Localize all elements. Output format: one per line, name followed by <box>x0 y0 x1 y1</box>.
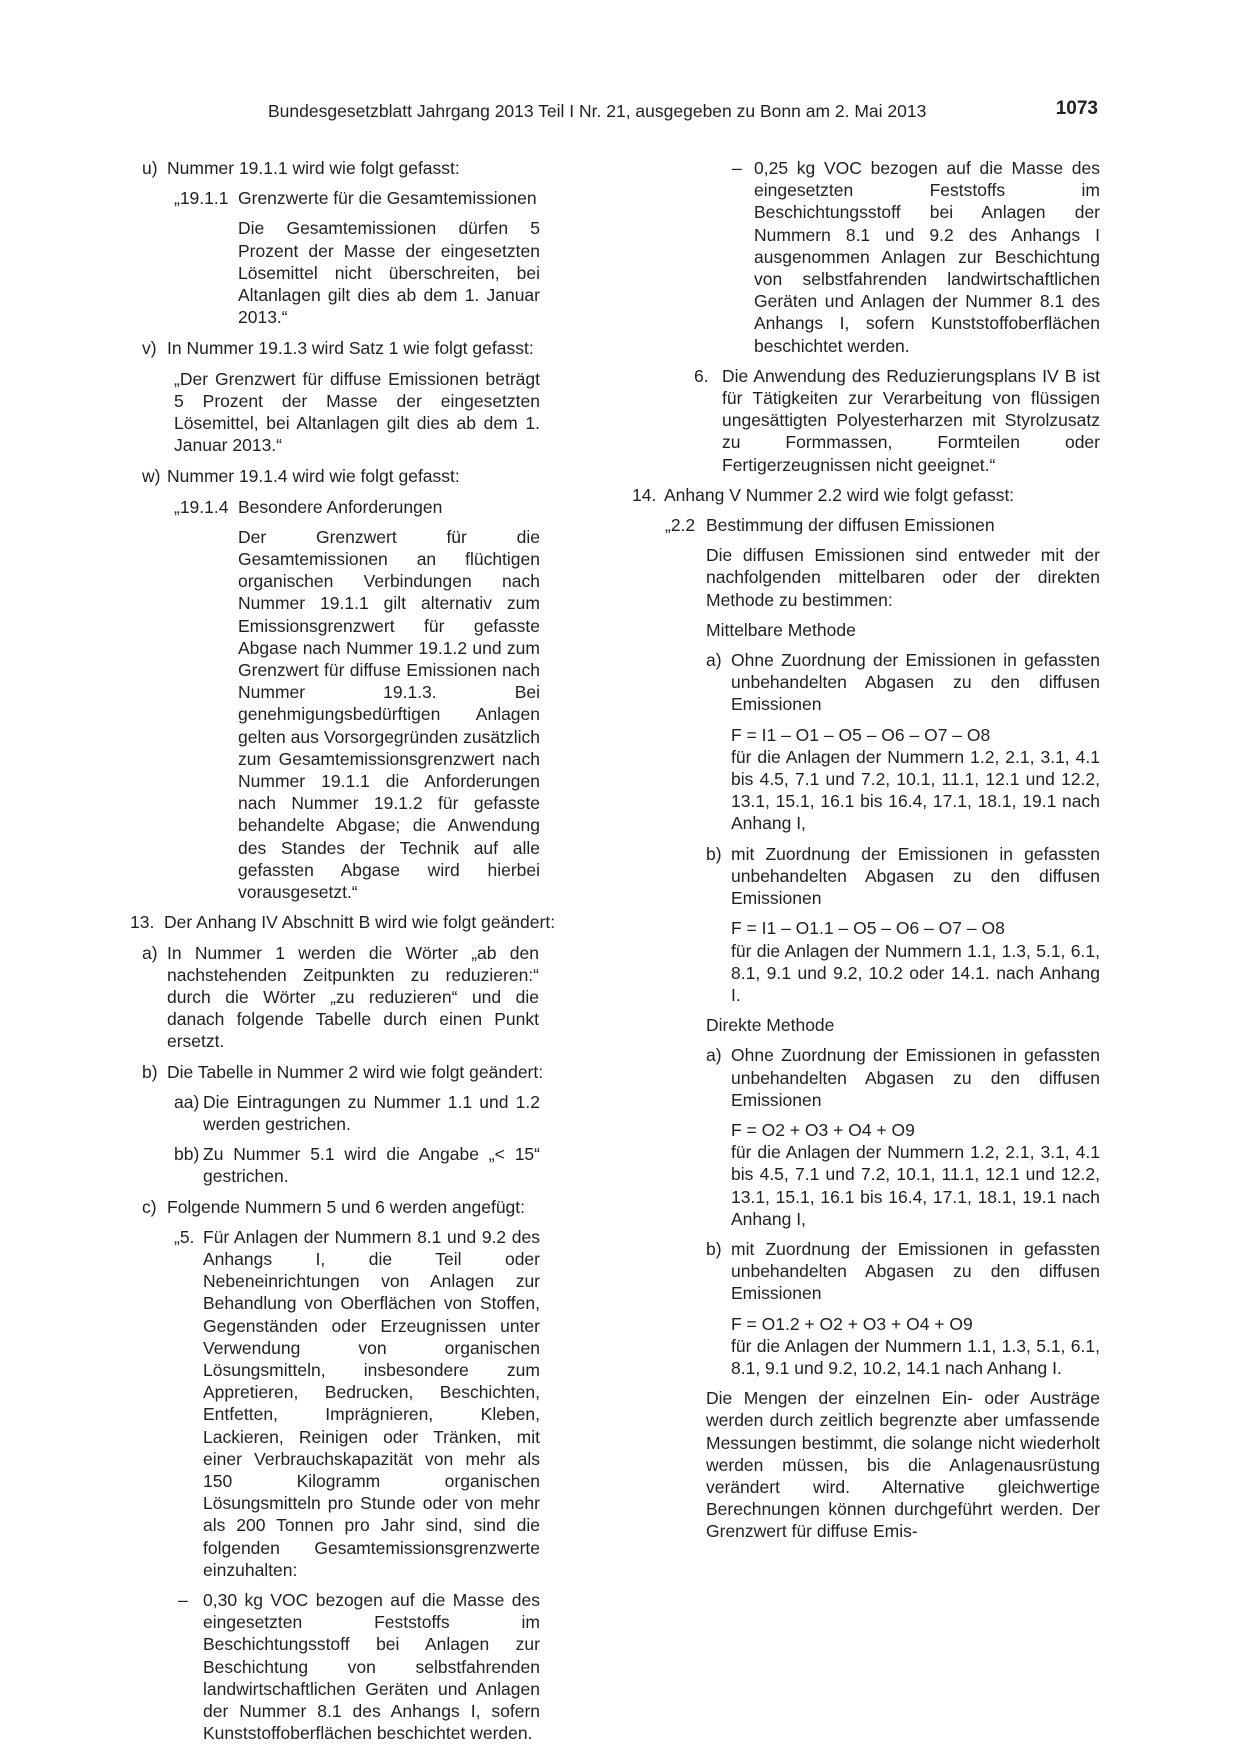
item-aa-marker: aa) <box>174 1091 200 1112</box>
direkt-b-scope: für die Anlagen der Nummern 1.1, 1.3, 5.1, 6.1, 8.1, 9.1 und 9.2, 10.2, 14.1 nach Anhang I. <box>731 1335 1100 1378</box>
item-13-b-bb <box>174 1143 540 1187</box>
direkt-b <box>706 1238 1100 1379</box>
mittelbar-a-text: Ohne Zuordnung der Emissionen in gefassten unbehandelten Abgasen zu den diffusen Emissionen <box>731 650 1100 715</box>
item-13-c-text: Folgende Nummern 5 und 6 werden angefügt: <box>167 1196 526 1217</box>
dash-item-030 <box>178 1589 540 1744</box>
section-19-1-4 <box>174 496 602 904</box>
item-w-marker: w) <box>142 466 161 487</box>
section-19-1-1-number: „19.1.1 <box>174 188 229 209</box>
right-column <box>632 157 1100 1543</box>
direkt-b-marker: b) <box>706 1238 722 1259</box>
item-14 <box>632 484 1100 506</box>
dash-item-030-text: 0,30 kg VOC bezogen auf die Masse des eingesetzten Feststoffs im Beschichtungsstoff bei Anlagen zur Beschichtung von selbstfahrenden landwirtschaftlichen Geräten und Anlagen der Nummer 8.1 des Anhangs I, sofern Kunststoffoberflächen beschichtet werden. <box>203 1589 540 1744</box>
item-13-a <box>130 942 539 1053</box>
section-2-2-intro: Die diffusen Emissionen sind entweder mit der nachfolgenden mittelbaren oder der direkten Methode zu bestimmen: <box>706 545 1100 610</box>
direkt-a-marker: a) <box>706 1045 722 1066</box>
item-u <box>130 157 602 179</box>
mittelbar-b-marker: b) <box>706 843 722 864</box>
item-6-text: Die Anwendung des Reduzierungsplans IV B ist für Tätigkeiten zur Verarbeitung von flüssigen ungesättigten Polyesterharzen mit Styrolzusatz zu Formmassen, Formteilen oder Fertigerzeugnissen nicht geeignet.“ <box>722 365 1100 475</box>
item-w-text: Nummer 19.1.4 wird wie folgt gefasst: <box>167 466 460 487</box>
item-13-c <box>130 1196 602 1218</box>
section-2-2-body <box>706 544 1100 1542</box>
section-19-1-1-body: Die Gesamtemissionen dürfen 5 Prozent der Masse der eingesetzten Lösemittel nicht überschreiten, bei Altanlagen gilt dies ab dem 1. Januar 2013.“ <box>238 218 540 328</box>
heading-mittelbare-methode: Mittelbare Methode <box>706 619 856 640</box>
item-13-c-marker: c) <box>142 1196 157 1217</box>
mittelbar-a-marker: a) <box>706 650 722 671</box>
section-19-1-4-title: Besondere Anforderungen <box>238 496 443 517</box>
item-6 <box>694 365 1100 476</box>
mittelbar-b <box>706 843 1100 1006</box>
item-5-text: Für Anlagen der Nummern 8.1 und 9.2 des Anhangs I, die Teil oder Nebeneinrichtungen von Anlagen zur Behandlung von Oberflächen von Stoffen, Gegenständen oder Erzeugnissen unter Verwendung von organischen Lösungsmitteln, insbesondere zum Appretieren, Bedrucken, Beschichten, Entfetten, Imprägnieren, Kleben, Lackieren, Reinigen oder Tränken, mit einer Verbrauchskapazität von mehr als 150 Kilogramm organischen Lösungsmitteln pro Stunde oder von mehr als 200 Tonnen pro Jahr sind, sind die folgenden Gesamtemissionsgrenzwerte einzuhalten: <box>203 1226 540 1580</box>
section-19-1-4-number: „19.1.4 <box>174 496 229 517</box>
direkt-a-formula: F = O2 + O3 + O4 + O9 <box>731 1119 915 1140</box>
item-v-marker: v) <box>142 338 157 359</box>
item-13-b-text: Die Tabelle in Nummer 2 wird wie folgt geändert: <box>167 1061 544 1082</box>
item-13-text: Der Anhang IV Abschnitt B wird wie folgt geändert: <box>164 912 556 933</box>
item-5-marker: „5. <box>174 1226 195 1247</box>
mittelbar-a-formula: F = I1 – O1 – O5 – O6 – O7 – O8 <box>731 724 991 745</box>
item-v <box>130 337 602 359</box>
item-v-quote: „Der Grenzwert für diffuse Emissionen beträgt 5 Prozent der Masse der eingesetzten Lösemittel, bei Altanlagen gilt dies ab dem 1. Januar 2013.“ <box>174 368 540 456</box>
direkt-b-formula: F = O1.2 + O2 + O3 + O4 + O9 <box>731 1313 973 1334</box>
heading-direkte-methode: Direkte Methode <box>706 1015 835 1036</box>
direkt-a <box>706 1044 1100 1230</box>
item-14-marker: 14. <box>632 484 657 505</box>
section-19-1-1-title: Grenzwerte für die Gesamtemissionen <box>238 188 537 209</box>
mittelbar-b-formula: F = I1 – O1.1 – O5 – O6 – O7 – O8 <box>731 918 1005 939</box>
dash-item-025-marker: – <box>732 158 742 178</box>
item-13-b-aa <box>174 1091 540 1135</box>
item-13 <box>130 911 602 933</box>
dash-item-030-marker: – <box>178 1589 188 1610</box>
section-2-2-heading <box>665 514 1100 536</box>
item-aa-text: Die Eintragungen zu Nummer 1.1 und 1.2 werden gestrichen. <box>203 1091 540 1134</box>
closing-paragraph: Die Mengen der einzelnen Ein- oder Austräge werden durch zeitlich begrenzte aber umfassende Messungen bestimmt, die solange nicht wiederholt werden müssen, bis die Anlagenausrüstung verändert wird. Alternative gleichwertige Berechnungen können durchgeführt werden. Der Grenzwert für diffuse Emis- <box>706 1388 1100 1542</box>
section-19-1-1 <box>174 187 602 328</box>
item-v-text: In Nummer 19.1.3 wird Satz 1 wie folgt gefasst: <box>167 338 534 359</box>
dash-item-025-text: 0,25 kg VOC bezogen auf die Masse des eingesetzten Feststoffs im Beschichtungsstoff bei Anlagen der Nummern 8.1 und 9.2 des Anhangs I ausgenommen Anlagen zur Beschichtung von selbstfahrenden landwirtschaftlichen Geräten und Anlagen der Nummer 8.1 des Anhangs I, sofern Kunststoffoberflächen beschichtet werden. <box>754 158 1100 356</box>
page-number: 1073 <box>1055 98 1098 119</box>
item-14-text: Anhang V Nummer 2.2 wird wie folgt gefasst: <box>664 484 1015 505</box>
item-5 <box>174 1226 540 1581</box>
direkt-a-scope: für die Anlagen der Nummern 1.2, 2.1, 3.1, 4.1 bis 4.5, 7.1 und 7.2, 10.1, 11.1, 12.1 und 12.2, 13.1, 15.1, 16.1 bis 16.4, 17.1, 18.1, 19.1 nach Anhang I, <box>731 1142 1100 1229</box>
left-column <box>130 157 602 1744</box>
item-bb-marker: bb) <box>174 1144 200 1165</box>
item-13-b <box>130 1061 602 1083</box>
section-19-1-4-body: Der Grenzwert für die Gesamtemissionen an flüchtigen organischen Verbindungen nach Nummer 19.1.1 gilt alternativ zum Emissionsgrenzwert für gefasste Abgase nach Nummer 19.1.2 und zum Grenzwert für diffuse Emissionen nach Nummer 19.1.3. Bei genehmigungsbedürftigen Anlagen gelten aus Vorsorgegründen zusätzlich zum Gesamtemissionsgrenzwert nach Nummer 19.1.1 die Anforderungen nach Nummer 19.1.2 für gefasste behandelte Abgase; die Anwendung des Standes der Technik auf alle gefassten Abgase wird hierbei vorausgesetzt.“ <box>238 526 540 903</box>
item-13-a-text: In Nummer 1 werden die Wörter „ab den nachstehenden Zeitpunkten zu reduzieren:“ durch die Wörter „zu reduzieren“ und die danach folgende Tabelle durch einen Punkt ersetzt. <box>167 942 539 1052</box>
item-w <box>130 465 602 487</box>
item-bb-text: Zu Nummer 5.1 wird die Angabe „< 15“ gestrichen. <box>203 1144 540 1187</box>
mittelbar-b-scope: für die Anlagen der Nummern 1.1, 1.3, 5.1, 6.1, 8.1, 9.1 und 9.2, 10.2 oder 14.1. nach Anhang I. <box>731 940 1100 1005</box>
item-u-marker: u) <box>142 158 158 178</box>
item-13-a-marker: a) <box>142 942 158 963</box>
mittelbar-a <box>706 649 1100 835</box>
item-13-marker: 13. <box>130 912 155 933</box>
direkt-a-text: Ohne Zuordnung der Emissionen in gefassten unbehandelten Abgasen zu den diffusen Emissionen <box>731 1045 1100 1110</box>
item-6-marker: 6. <box>694 365 709 386</box>
direkt-b-text: mit Zuordnung der Emissionen in gefassten unbehandelten Abgasen zu den diffusen Emissionen <box>731 1238 1100 1304</box>
item-u-text: Nummer 19.1.1 wird wie folgt gefasst: <box>167 158 460 178</box>
item-13-b-marker: b) <box>142 1061 158 1082</box>
mittelbar-a-scope: für die Anlagen der Nummern 1.2, 2.1, 3.1, 4.1 bis 4.5, 7.1 und 7.2, 10.1, 11.1, 12.1 und 12.2, 13.1, 15.1, 16.1 bis 16.4, 17.1, 18.1, 19.1 nach Anhang I, <box>731 746 1100 834</box>
section-2-2-title: Bestimmung der diffusen Emissionen <box>706 515 995 536</box>
mittelbar-b-text: mit Zuordnung der Emissionen in gefassten unbehandelten Abgasen zu den diffusen Emissionen <box>731 843 1100 909</box>
dash-item-025 <box>732 157 1100 357</box>
page-header <box>268 100 1098 126</box>
section-2-2-number: „2.2 <box>665 515 696 536</box>
running-header: Bundesgesetzblatt Jahrgang 2013 Teil I Nr. 21, ausgegeben zu Bonn am 2. Mai 2013 <box>268 101 927 121</box>
